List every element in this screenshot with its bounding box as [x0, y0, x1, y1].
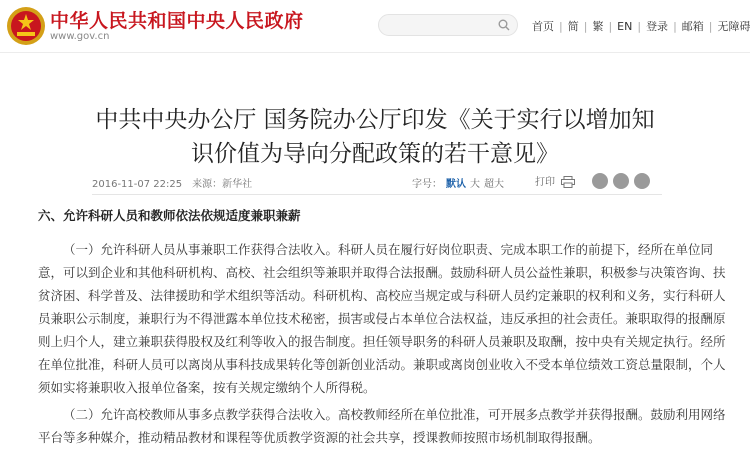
- meta-divider: [92, 194, 662, 195]
- section-heading: 六、允许科研人员和教师依法依规适度兼职兼薪: [38, 208, 301, 223]
- site-url: www.gov.cn: [50, 31, 110, 42]
- search-icon[interactable]: [498, 19, 510, 31]
- nav-simplified[interactable]: 简: [567, 20, 579, 33]
- nav-traditional[interactable]: 繁: [592, 20, 604, 33]
- print-label: 打印: [535, 177, 555, 188]
- search-input[interactable]: [378, 14, 518, 36]
- paragraph-2: （二）允许高校教师从事多点教学获得合法收入。高校教师经所在单位批准，可开展多点教学并获得报酬。鼓励利用网络平台等多种媒介，推动精品教材和课程等优质教学资源的社会共享，授课教师按照市场机制取得报酬。: [38, 407, 726, 445]
- site-title[interactable]: 中华人民共和国中央人民政府: [50, 10, 304, 32]
- font-size-xlarge[interactable]: 超大: [484, 179, 504, 190]
- font-size-controls: [412, 175, 504, 190]
- article-title: [0, 103, 750, 171]
- font-size-large[interactable]: 大: [470, 179, 480, 190]
- share-wechat-icon[interactable]: [613, 173, 629, 189]
- nav-login[interactable]: 登录: [646, 20, 669, 33]
- source-label: 来源：: [192, 179, 223, 190]
- print-button[interactable]: [535, 173, 575, 188]
- share-qzone-icon[interactable]: [634, 173, 650, 189]
- share-weibo-icon[interactable]: [592, 173, 608, 189]
- article-title-line1: 中共中央办公厅 国务院办公厅印发《关于实行以增加知: [95, 107, 655, 134]
- nav-accessibility[interactable]: 无障碍: [717, 20, 750, 33]
- nav-english[interactable]: EN: [617, 20, 633, 33]
- publish-date: 2016-11-07 22:25: [92, 179, 183, 190]
- article-title-line2: 识价值为导向分配政策的若干意见》: [191, 141, 559, 168]
- nav-home[interactable]: 首页: [532, 20, 554, 33]
- share-buttons: [592, 170, 655, 189]
- paragraph-1: （一）允许科研人员从事兼职工作获得合法收入。科研人员在履行好岗位职责、完成本职工作的前提下，经所在单位同意，可以到企业和其他科研机构、高校、社会组织等兼职并取得合法报酬。鼓励科研人员公益性兼职，积极参与决策咨询、扶贫济困、科学普及、法律援助和学术组织等活动。科研机构、高校应当规定或与科研人员约定兼职的权利和义务，实行科研人员兼职公示制度，兼职行为不得泄露本单位技术秘密，损害或侵占本单位合法权益，违反承担的社会责任。兼职取得的报酬原则上归个人，建立兼职获得股权及红利等收入的报告制度。担任领导职务的科研人员兼职及取酬，按中央有关规定执行。经所在单位批准，科研人员可以离岗从事科技成果转化等创新创业活动。兼职或离岗创业收入不受本单位绩效工资总量限制，个人须如实将兼职收入报单位备案，按有关规定缴纳个人所得税。: [38, 242, 726, 395]
- article-meta: [92, 175, 252, 190]
- nav-mail[interactable]: 邮箱: [681, 20, 704, 33]
- font-size-label: 字号：: [412, 179, 442, 190]
- national-emblem-icon[interactable]: [6, 6, 46, 46]
- top-nav: 首页 | 简 | 繁 | EN | 登录 | 邮箱 | 无障碍: [532, 20, 750, 33]
- source-name: 新华社: [222, 179, 253, 190]
- header-divider: [0, 52, 750, 53]
- font-size-default[interactable]: 默认: [446, 179, 466, 190]
- site-header: [0, 0, 750, 52]
- printer-icon: [561, 176, 575, 188]
